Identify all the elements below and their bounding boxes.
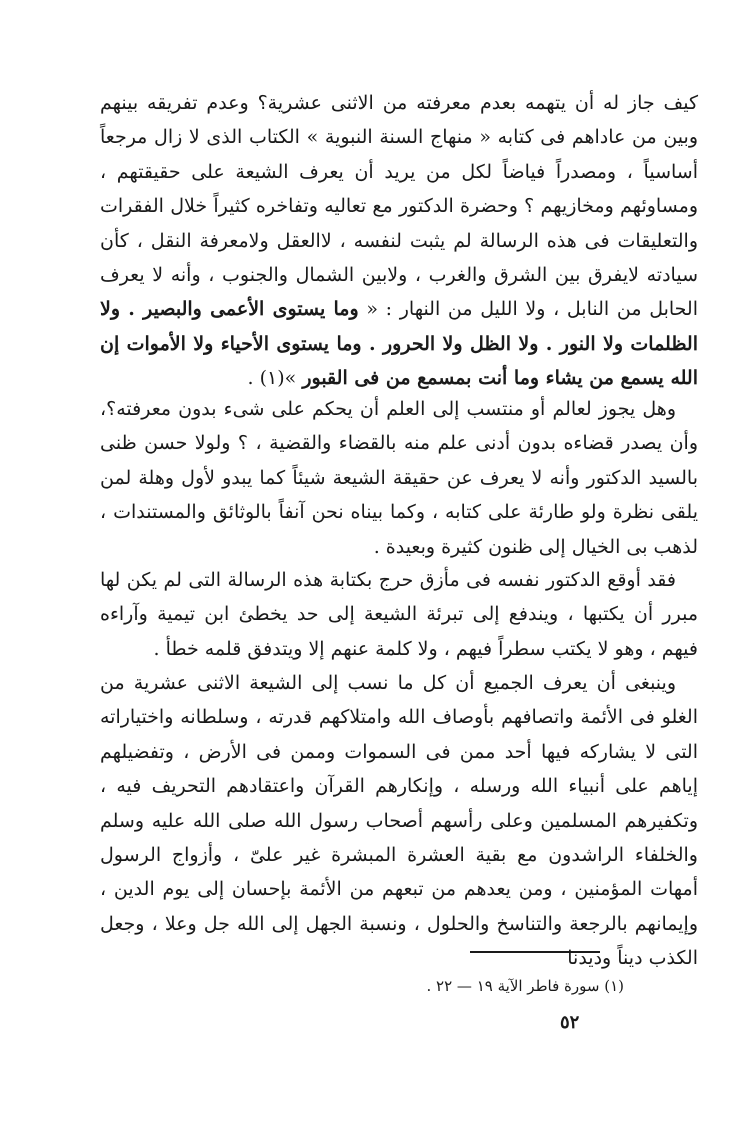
footnote: (١) سورة فاطر الآية ١٩ — ٢٢ . bbox=[426, 977, 624, 995]
paragraph-text: فقد أوقع الدكتور نفسه فى مأزق حرج بكتابة هذه الرسالة التى لم يكن لها مبرر أن يكتبها ، ويندفع إلى تبرئة الشيعة إلى حد يخطئ ابن تيمية وآراءه فيهم ، وهو لا يكتب سطراً فيهم ، ولا كلمة عنهم إلا ويتدفق قلمه خطأ . bbox=[100, 569, 698, 660]
paragraph-text: كيف جاز له أن يتهمه بعدم معرفته من الاثنى عشرية؟ وعدم تفريقه بينهم وبين من عاداهم فى كتابه « منهاج السنة النبوية » الكتاب الذى لا زال مرجعاً أساسياً ، ومصدراً فياضاً لكل من يريد أن يعرف الشيعة على حقيقتهم ، ومساوئهم ومخازيهم ؟ وحضرة الدكتور مع تعاليه وتفاخره كثيراً خلال الفقرات والتعليقات فى هذه الرسالة لم يثبت لنفسه ، لاالعقل ولامعرفة النقل ، كأن سيادته لايفرق بين الشرق والغرب ، ولابين الشمال والجنوب ، وأنه لا يعرف الحابل من النابل ، ولا الليل من النهار : « bbox=[100, 92, 698, 321]
paragraph-text-end: »(١) . bbox=[247, 367, 303, 390]
main-text-paragraph-2 bbox=[100, 392, 698, 564]
main-text-paragraph-3 bbox=[100, 563, 698, 666]
paragraph-text: وهل يجوز لعالم أو منتسب إلى العلم أن يحكم على شىء بدون معرفته؟، وأن يصدر قضاءه بدون أدنى علم منه بالقضاء والقضية ، ؟ ولولا حسن ظنى بالسيد الدكتور وأنه لا يعرف عن حقيقة الشيعة شيئاً كما يبدو لأول وهلة لمن يلقى نظرة ولو طارئة على كتابه ، وكما بيناه نحن آنفاً بالوثائق والمستندات ، لذهب بى الخيال إلى ظنون كثيرة وبعيدة . bbox=[100, 398, 698, 558]
footnote-separator-line bbox=[470, 951, 600, 953]
page-number: ٥٢ bbox=[560, 1012, 580, 1033]
paragraph-text: وينبغى أن يعرف الجميع أن كل ما نسب إلى الشيعة الاثنى عشرية من الغلو فى الأئمة واتصافهم بأوصاف الله وامتلاكهم قدرته ، وسلطانه واختياراته التى لا يشاركه فيها أحد ممن فى السموات وممن فى الأرض ، وتفضيلهم إياهم على أنبياء الله ورسله ، وإنكارهم القرآن واعتقادهم التحريف فيه ، وتكفيرهم المسلمين وعلى رأسهم أصحاب رسول الله صلى الله عليه وسلم والخلفاء الراشدون مع بقية العشرة المبشرة غير علىّ ، وأزواج الرسول أمهات المؤمنين ، ومن يعدهم من تبعهم من الأئمة بإحسان إلى يوم الدين ، وإيمانهم بالرجعة والتناسخ والحلول ، ونسبة الجهل إلى الله جل وعلا ، وجعل الكذب ديناً وديدنا bbox=[100, 672, 698, 970]
main-text-paragraph-1 bbox=[100, 86, 698, 396]
quran-quote-bold: وما يستوى الأعمى والبصير . ولا الظلمات ولا النور . ولا الظل ولا الحرور . وما يستوى الأحياء ولا الأموات إن الله يسمع من يشاء وما أنت بمسمع من فى القبور bbox=[100, 298, 698, 390]
main-text-paragraph-4 bbox=[100, 666, 698, 976]
